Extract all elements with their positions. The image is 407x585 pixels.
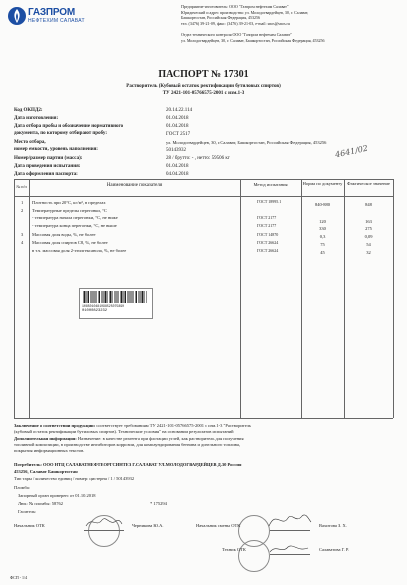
company-line-2: Юридический и адрес производства: ул. Молодогвардейцев, 30, г. Салават, (181, 10, 309, 15)
barcode-number: 1085010481098525075890 (82, 304, 125, 308)
table-row-norm: 330 (319, 226, 326, 231)
qc-line-2: ул. Молодогвардейцев, 30, г. Салават, Башкортостан, Российская Федерация, 453256 (181, 38, 325, 43)
table-row-value: 54 (366, 242, 371, 247)
column-header-method: Метод испытания (253, 182, 288, 187)
table-row-name: Массовая доля спиртов С8, %, не более (32, 240, 108, 245)
column-header-norm: Норма по документу (302, 181, 343, 186)
conclusion-line: Заключение о соответствии продукции: соответствует требованиям ТУ 2421-101-05766575-2001 с изм.1-3 "Растворитель (14, 423, 252, 428)
consumer-address: 453256, Салават Башкортостан (14, 469, 78, 474)
field-value: 50143932 (166, 148, 186, 153)
table-row-norm: 120 (319, 219, 326, 224)
field-label: Код ОКПД2: (14, 108, 43, 113)
column-header-num: № п/п (16, 184, 27, 189)
table-row-num: 1 (21, 200, 24, 205)
field-label: номер емкости, уровень наполнения: (14, 147, 98, 152)
field-value: 01.04.2018 (166, 124, 189, 129)
seal-line: Гаситель: (18, 509, 37, 514)
table-row-num: 3 (21, 232, 24, 237)
field-value: 01.04.2018 (166, 116, 189, 121)
container-info: Тип тары / количество единиц / номер: цистерна / 1 / 50143932 (14, 476, 135, 481)
seal-line: Люк: № пломбы: 58762 (18, 501, 63, 506)
field-value: 28 / брутто: - , нетто: 59506 кг (166, 156, 230, 161)
product-spec: ТУ 2421-101-05766575-2001 с изм.1-3 (162, 91, 245, 96)
field-value: 04.04.2018 (166, 172, 189, 177)
table-row-name: Плотность при 20°С, кг/м³, в пределах (32, 200, 106, 205)
table-row-value: 848 (365, 202, 372, 207)
table-row-norm: 0,3 (319, 234, 326, 239)
table-row-norm: 45 (320, 250, 325, 255)
column-header-name: Наименование показателя (106, 183, 163, 188)
seal-line: Пломба: (14, 485, 31, 490)
table-row-num: 4 (21, 240, 24, 245)
table-row-norm: 75 (320, 242, 325, 247)
table-row-method: ГОСТ 18995.1 (257, 199, 282, 204)
company-line-4: тел. (3476) 39-21-09, факс: (3476) 39-21-03, e-mail: snos@snos.ru (181, 21, 290, 26)
signature-role: Начальник смены ОТК (196, 523, 241, 528)
handwritten-note: 4641/02 (334, 143, 369, 160)
table-row-method: ГОСТ 26624 (257, 248, 279, 253)
page-title: ПАСПОРТ № 17301 (158, 69, 249, 80)
table-row-method: ГОСТ 2177 (257, 215, 277, 220)
barcode-code: 01000823232 (82, 309, 108, 313)
signature-role: Начальник ОТК (14, 523, 45, 528)
field-value: 01.04.2018 (166, 164, 189, 169)
table-row-value: 275 (365, 226, 372, 231)
table-row-name: - температура начала перегонки, °С, не ниже (32, 215, 118, 220)
signature-scribble-icon (266, 508, 312, 530)
stamp-icon (238, 540, 270, 572)
logo-name: ГАЗПРОМ (28, 7, 75, 18)
logo-subtitle: НЕФТЕХИМ САЛАВАТ (28, 18, 85, 24)
field-label: Дата отбора пробы и обозначение нормативного (14, 124, 124, 129)
table-row-name: Температурные пределы перегонки, °С (32, 208, 107, 213)
field-label: Дата изготовления: (14, 116, 59, 121)
field-value: ул. Молодогвардейцев, 30, г.Салават, Башкортостан, Российская Федерация, 453256 (166, 140, 327, 145)
field-value: 20.14.22.114 (166, 108, 193, 113)
table-row-name: Массовая доля воды, %, не более (32, 232, 96, 237)
signature-scribble-icon (84, 512, 124, 530)
table-row-value: 32 (366, 250, 371, 255)
gazprom-logo-icon (7, 6, 27, 26)
table-row-method: ГОСТ 14870 (257, 232, 279, 237)
table-row-name: в т.ч. массовая доля 2-этилгексанола, %, не более (32, 248, 127, 253)
company-line-1: Предприятие-изготовитель: ООО "Газпром нефтехим Салават" (181, 4, 289, 9)
signature-scribble-icon (268, 540, 310, 556)
field-label: Номер/размер партии (масса): (14, 156, 83, 161)
seal-line: Запорный орган проверен: от 01.10.2018 (18, 493, 96, 498)
conclusion-line: (кубовый остаток ректификации бутиловых спиртов). Технические условия" на основании результатов испытаний (14, 429, 234, 434)
footer-code: ФСП - 1/4 (10, 575, 28, 580)
consumer-line: Потребитель: ООО НТЦ САЛАВАТНЕФТЕОРГСИНТЕЗ Г.САЛАВАТ УЛ.МОЛОДОГВАРДЕЙЦЕВ Д.30 Россия (14, 462, 242, 467)
conclusion-line: Дополнительная информация: Назначение: в качестве реагента при флотации углей, как растворитель для получения (14, 436, 244, 441)
table-row-value: 163 (365, 219, 372, 224)
field-label: документа, по которому отбирают пробу: (14, 131, 107, 136)
signature-name: Черникова Ю.А. (132, 523, 164, 528)
table-row-name: - температура конца перегонки, °С, не выше (32, 223, 117, 228)
field-label: Дата проведения испытания: (14, 164, 81, 169)
column-header-value: Фактическое значение (347, 181, 390, 186)
field-value: ГОСТ 2517 (166, 132, 191, 137)
conclusion-line: топливной композиции, в производстве ингибиторов коррозии, для компаундирования бензина и дизельного топлива, (14, 442, 240, 447)
table-row-method: ГОСТ 2177 (257, 223, 277, 228)
qc-line-1: Отдел технического контроля ООО "Газпром нефтехим Салават" (181, 32, 292, 37)
product-name: Растворитель (Кубовый остаток ректификации бутиловых спиртов) (126, 84, 281, 89)
field-label: Дата оформления паспорта: (14, 172, 78, 177)
signature-role: Техник ОТК (222, 547, 246, 552)
barcode-icon (83, 291, 147, 303)
field-label: Место отбора, (14, 140, 46, 145)
signature-name: Вахитова З. Х. (319, 523, 347, 528)
signature-name: Салаватова Г. Р. (319, 547, 349, 552)
company-line-3: Башкортостан, Российская Федерация, 453256 (181, 15, 261, 20)
seal-number: * 175294 (150, 501, 167, 506)
table-row-norm: 840-880 (315, 202, 330, 207)
table-row-num: 2 (21, 208, 24, 213)
conclusion-line: покрытия информационных текстов. (14, 448, 85, 453)
table-row-value: 0,09 (364, 234, 373, 239)
table-row-method: ГОСТ 26624 (257, 240, 279, 245)
